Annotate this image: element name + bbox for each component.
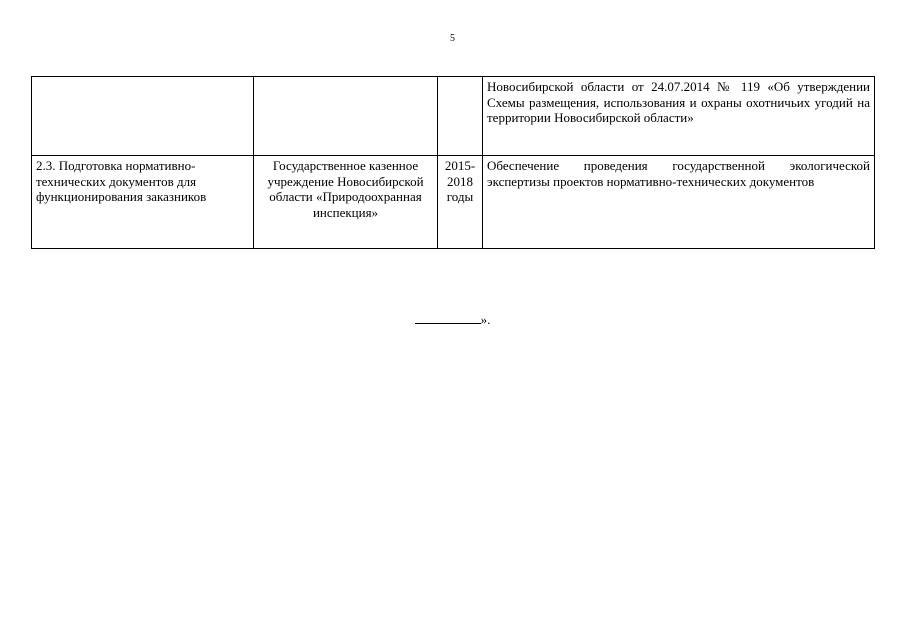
result-cell: Новосибирской области от 24.07.2014 № 119 «Об утверждении Схемы размещения, использования и охраны охотничьих угодий на территории Новосибирской области»: [483, 77, 875, 156]
table-row: [32, 77, 875, 156]
executor-cell: [254, 77, 438, 156]
page-number: 5: [450, 33, 455, 44]
table-row: [32, 156, 875, 249]
closing-quote: ».: [480, 312, 491, 327]
measures-table: [31, 76, 875, 249]
term-cell: [438, 77, 483, 156]
task-cell: 2.3. Подготовка нормативно-технических документов для функционирования заказников: [32, 156, 254, 249]
executor-cell: Государственное казенное учреждение Новосибирской области «Природоохранная инспекция»: [254, 156, 438, 249]
term-cell: 2015-2018 годы: [438, 156, 483, 249]
closing-underline: [415, 311, 481, 324]
result-cell: Обеспечение проведения государственной экологической экспертизы проектов нормативно-технических документов: [483, 156, 875, 249]
closing-line: [0, 311, 905, 327]
task-cell: [32, 77, 254, 156]
